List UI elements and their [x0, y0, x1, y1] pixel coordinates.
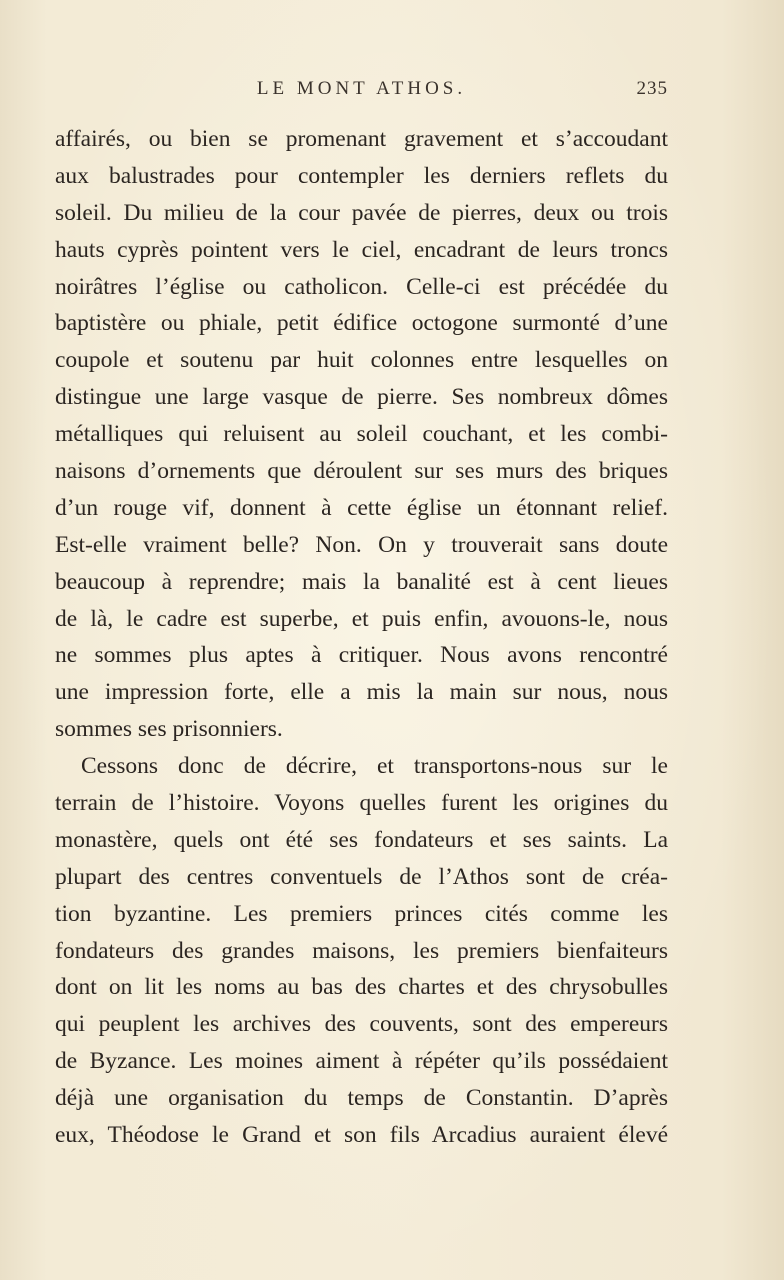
text-line: monastère, quels ont été ses fondateurs et ses saints. La	[55, 826, 668, 853]
text-line: fondateurs des grandes maisons, les premiers bienfaiteurs	[55, 937, 668, 964]
text-line: aux balustrades pour contempler les derniers reflets du	[55, 162, 668, 189]
text-line: affairés, ou bien se promenant gravement et s’accoudant	[55, 126, 668, 152]
text-line: beaucoup à reprendre; mais la banalité est à cent lieues	[55, 568, 668, 595]
text-line: distingue une large vasque de pierre. Ses nombreux dômes	[55, 384, 668, 411]
text-line: de Byzance. Les moines aiment à répéter qu’ils possédaient	[55, 1048, 668, 1075]
page-header	[55, 78, 668, 108]
text-line: qui peuplent les archives des couvents, sont des empereurs	[55, 1011, 668, 1038]
text-line: d’un rouge vif, donnent à cette église un étonnant relief.	[55, 494, 668, 521]
text-line: Est-elle vraiment belle? Non. On y trouverait sans doute	[55, 531, 668, 558]
text-line: coupole et soutenu par huit colonnes entre lesquelles on	[55, 347, 668, 374]
page-number: 235	[636, 78, 668, 99]
text-line: terrain de l’histoire. Voyons quelles furent les origines du	[55, 790, 668, 817]
text-line: déjà une organisation du temps de Constantin. D’après	[55, 1085, 668, 1112]
paragraph-end-line: sommes ses prisonniers.	[55, 716, 283, 743]
text-line: eux, Théodose le Grand et son fils Arcadius auraient élevé	[55, 1122, 668, 1149]
body-text	[55, 121, 668, 1154]
paragraph-first-line: Cessons donc de décrire, et transportons-nous sur le	[81, 753, 668, 780]
running-title: LE MONT ATHOS.	[256, 78, 467, 99]
text-line: métalliques qui reluisent au soleil couchant, et les combi-	[55, 421, 668, 448]
text-line: tion byzantine. Les premiers princes cités comme les	[55, 900, 668, 927]
text-line: ne sommes plus aptes à critiquer. Nous avons rencontré	[55, 642, 668, 669]
text-line: baptistère ou phiale, petit édifice octogone surmonté d’une	[55, 310, 668, 337]
text-line: une impression forte, elle a mis la main sur nous, nous	[55, 679, 668, 706]
text-line: plupart des centres conventuels de l’Athos sont de créa-	[55, 863, 668, 890]
text-line: noirâtres l’église ou catholicon. Celle-ci est précédée du	[55, 273, 668, 300]
text-line: naisons d’ornements que déroulent sur ses murs des briques	[55, 458, 668, 485]
text-line: hauts cyprès pointent vers le ciel, encadrant de leurs troncs	[55, 236, 668, 263]
text-line: de là, le cadre est superbe, et puis enfin, avouons-le, nous	[55, 605, 668, 632]
text-line: dont on lit les noms au bas des chartes et des chrysobulles	[55, 974, 668, 1001]
text-line: soleil. Du milieu de la cour pavée de pierres, deux ou trois	[55, 199, 668, 226]
